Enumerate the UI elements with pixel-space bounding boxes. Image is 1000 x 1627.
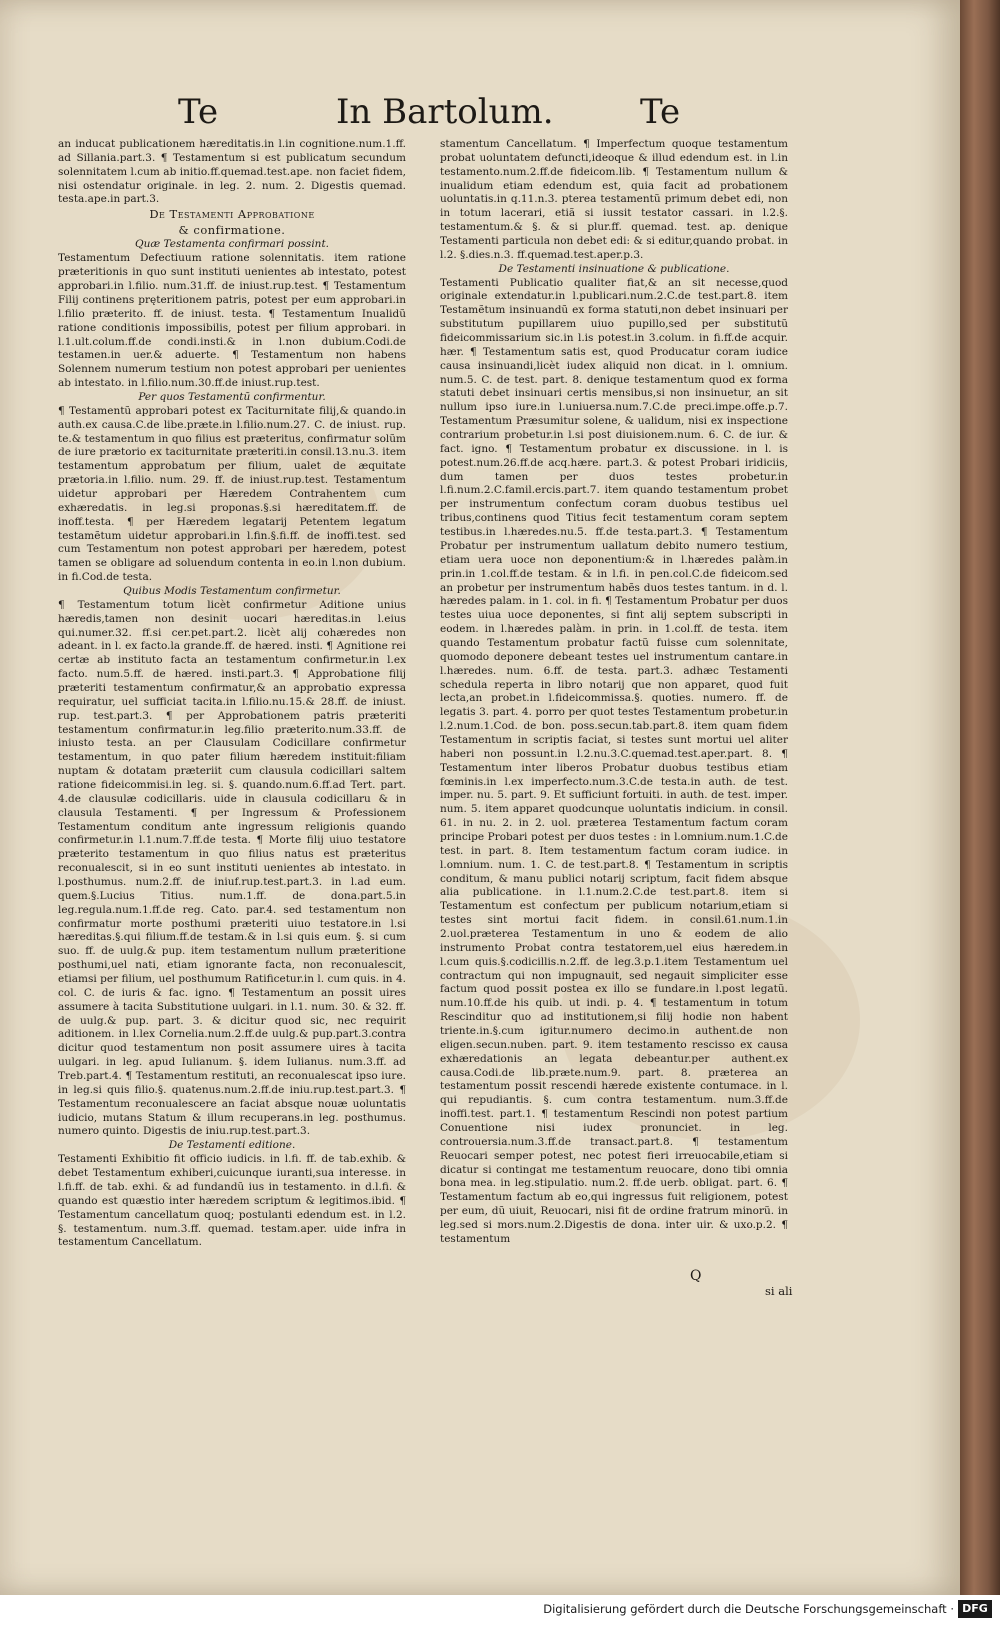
dfg-logo: DFG — [958, 1600, 992, 1618]
section-subheading: De Testamenti editione. — [168, 1139, 296, 1152]
paragraph: stamentum Cancellatum. ¶ Imperfectum quoque testamentum probat uoluntatem defuncti,ideoque & illud edendum est. in l.in testamento.num.2.ff.de fideicom.lib. ¶ Testamentum nullum & inualidum etiam edendum est, quia facit ad probationem uoluntatis.in q.11.n.3. pterea testamentũ primum debet edi, non in totum lacerari, etiã si iussit testator cassari. in l.2.§. testamentum.& §. & si plur.ff. quemad. test. ap. denique Testamenti particula non debet edi: & si editur,quando probat. in l.2. §.dies.n.3. ff.quemad.test.aper.p.3. — [440, 138, 788, 261]
paragraph: Testamentum Defectiuum ratione solennitatis. item ratione præteritionis in quo sunt instituti uenientes ab intestato, potest approbari.in l.filio. num.31.ff. de iniust.rup.test. ¶ Testamentum Filij continens pręteritionem patris, potest per eum approbari.in l.filio præterito. ff. de iniust. testa. ¶ Testamentum Inualidũ ratione conditionis impossibilis, potest per filium approbari. in l.1.ult.colum.ff.de condi.insti.& in l.non dubium.Codi.de testamen.in uer.& aduerte. ¶ Testamentum non habens Solennem numerum testium non potest approbari per uenientes ab intestato. in l.filio.num.30.ff.de iniust.rup.test. — [58, 252, 406, 390]
section-heading: De Testamenti Approbatione — [149, 207, 315, 222]
digitization-footer — [0, 1595, 1000, 1627]
paragraph: Testamenti Exhibitio fit officio iudicis. in l.fi. ff. de tab.exhib. & debet Testamentum exhiberi,cuicunque iuranti,sua interesse. in l.fi.ff. de tab. exhi. & ad fundandũ ius in testamento. in d.l.fi. & quando est quæstio inter hæredem scriptum & legitimos.ibid. ¶ Testamentum cancellatum quoq; postulanti edendum est. in l.2. §. testamentum. num.3.ff. quemad. testam.aper. uide infra in testamentum Cancellatum. — [58, 1153, 406, 1249]
footer-text: Digitalisierung gefördert durch die Deutsche Forschungsgemeinschaft · — [543, 1602, 954, 1616]
signature-mark: Q — [690, 1268, 702, 1284]
left-text-column — [58, 138, 406, 1250]
paragraph: Testamenti Publicatio qualiter fiat,& an sit necesse,quod originale extendatur.in l.publicari.num.2.C.de test.part.8. item Testamẽtum insinuandũ ex forma statuti,non debet insinuari per substitutum pupillarem uiuo pupillo,sed per substitutũ fideicommissarium sic.in l.is potest.in 3.colum. in fi.ff.de acquir. hær. ¶ Testamentum satis est, quod Producatur coram iudice causa insinuandi,licèt iudex aliquid non dicat. in l. omnium. num.5. C. de test. part. 8. denique testamentum quod ex forma statuti debet insinuari certis mensibus,si non insinuetur, an sit nullum ipso iure.in l.uniuersa.num.7.C.de preci.impe.offe.p.7. Testamentum Præsumitur solene, & ualidum, nisi ex inspectione contrarium probetur.in l.si post diuisionem.num. 6. C. de iur. & fact. igno. ¶ Testamentum probatur ex discussione. in l. is potest.num.26.ff.de acq.hære. part.3. & potest Probari iridiciis, dum tamen per duos testes probetur.in l.fi.num.2.C.famil.ercis.part.7. item quando testamentum probet per instrumentum confectum coram duobus testibus uel tribus,continens quod Titius fecit testamentum coram septem testibus.in l.hæredes.nu.5. ff.de testa.part.3. ¶ Testamentum Probatur per instrumentum uallatum debito numero testium, etiam uera uoce non deponentium:& in l.hæredes palàm.in prin.in 1.col.ff.de testam. & in l.fi. in pen.col.C.de fideicom.sed an probetur per instrumentum habẽs duos testes tantum. in d. l. hæredes palam. in 1. col. in fi. ¶ Testamentum Probatur per duos testes uiua uoce deponentes, si fint alij septem subscripti in eodem. in l.hæredes palàm. in prin. in 1.col.ff. de testa. item quando Testamentum probatur factũ fuisse cum solennitate, quomodo deponere debeant testes uel instrumentum cantare.in l.hæredes. num. 6.ff. de testa. part.3. adhæc Testamenti schedula reperta in libro notarij que non apparet, quod fuit lecta,an probet.in l.fideicommissa.§. quoties. numero. ff. de legatis 3. part. 4. porro per quot testes Testamentum probetur.in l.2.num.1.Cod. de bon. poss.secun.tab.part.8. item quam fidem Testamentum in scriptis faciat, si testes sunt mortui uel aliter haberi non possunt.in l.2.nu.3.C.quemad.test.aper.part. 8. ¶ Testamentum inter liberos Probatur duobus testibus etiam fœminis.in l.ex imperfecto.num.3.C.de testa.in auth. de test. imper. nu. 5. part. 9. Et sufficiunt fortuiti. in auth. de test. imper. num. 5. item apparet quodcunque uoluntatis indicium. in consil. 61. in nu. 2. in 2. uol. præterea Testamentum factum coram principe Probari potest per duos testes : in l.omnium.num.1.C.de test. in part. 8. Item testamentum factum coram iudice. in l.omnium. num. 1. C. de test.part.8. ¶ Testamentum in scriptis conditum, & manu publici notarij scriptum, facit fidem absque alia publicatione. in l.1.num.2.C.de test.part.8. item si Testamentum est confectum per publicum notarium,etiam si testes sint mortui facit fidem. in consil.61.num.1.in 2.uol.præterea Testamentum in uno & eodem de alio instrumento Probat contra testatorem,uel eius hæredem.in l.cum quis.§.codicillis.n.2.ff. de leg.3.p.1.item Testamentum uel contractum qui non impugnauit, sed negauit simpliciter esse factum quod possit postea ex illo se fundare.in l.post legatũ. num.10.ff.de his quib. ut indi. p. 4. ¶ testamentum in totum Rescinditur quo ad institutionem,si filij hodie non habent triente.in.§.cum igitur.numero decimo.in authent.de non eligen.secun.nuben. part. 9. item testamento rescisso ex causa exhæredationis an legata debeantur.per authent.ex causa.Codi.de lib.præte.num.9. part. 8. præterea an testamentum possit rescendi hærede existente contumace. in l. qui repudiantis. §. cum contra testamentum. num.3.ff.de inoffi.test. part.1. ¶ testamentum Rescindi non potest partium Conuentione nisi iudex pronunciet. in leg. controuersia.num.3.ff.de transact.part.8. ¶ testamentum Reuocari semper potest, nec potest fieri irreuocabile,etiam si dicatur si contingat me testamentum reuocare, dono tibi omnia bona mea. in leg.stipulatio. num.2. ff.de uerb. obligat. part. 6. ¶ Testamentum factum ab eo,qui ingressus fuit religionem, potest per eum, dũ uiuit, Reuocari, nisi fit de ordine fratrum minorũ. in leg.sed si mors.num.2.Digestis de dona. inter uir. & uxo.p.2. ¶ testamentum — [440, 276, 788, 1245]
running-head-title: In Bartolum. — [336, 92, 554, 132]
right-text-column — [440, 138, 788, 1247]
section-subheading: De Testamenti insinuatione & publicatione. — [498, 262, 730, 275]
running-head-right: Te — [640, 92, 681, 132]
paragraph: an inducat publicationem hæreditatis.in l.in cognitione.num.1.ff. ad Sillania.part.3. ¶ Testamentum si est publicatum secundum solennitatem l.cum ab initio.ff.quemad.test.ape. non faciet fidem, nisi ostendatur originale. in leg. 2. num. 2. Digestis quemad. testa.ape.in part.3. — [58, 138, 406, 206]
running-head — [0, 92, 960, 136]
catchword: si ali — [765, 1284, 793, 1298]
section-subheading: Quibus Modis Testamentum confirmetur. — [123, 584, 341, 597]
paragraph: ¶ Testamentum totum licèt confirmetur Aditione unius hæredis,tamen non desinit uocari hæreditas.in l.eius qui.numer.32. ff.si cer.pet.part.2. licèt alij cohæredes non adeant. in l. ex facto.la grande.ff. de hæred. insti. ¶ Agnitione rei certæ ab instituto facta an testamentum confirmetur.in l.ex facto. num.5.ff. de hæred. insti.part.3. ¶ Approbatione filij præteriti testamentum confirmatur,& an approbatio expressa requiratur, uel sufficiat tacita.in l.filio.nu.15.& 28.ff. de iniust. rup. test.part.3. ¶ per Approbationem patris præteriti testamentum confirmatur.in leg.filio præterito.num.33.ff. de iniusto testa. an per Clausulam Codicillare confirmetur testamentum, in quo pater filium hæredem instituit:filiam nuptam & dotatam præteriit cum clausula codicillari saltem ratione fideicommisi.in leg. si. §. quando.num.6.ff.ad Tert. part. 4.de clausulæ codicillaris. uide in clausula codicillaru & in clausula Testamenti. ¶ per Ingressum & Professionem Testamentum conditum ante ingressum religionis quando confirmetur.in l.1.num.7.ff.de testa. ¶ Morte filij uiuo testatore præterito testamentum in quo filius natus est præteritus reconualescit, si in eo sunt instituti uenientes ab intestato. in l.posthumus. num.2.ff. de iniuf.rup.test.part.3. in l.ad eum. quem.§.Lucius Titius. num.1.ff. de dona.part.5.in leg.regula.num.1.ff.de reg. Cato. par.4. sed testamentum non confirmatur morte posthumi præteriti uiuo testatore.in l.si hæreditas.§.qui filium.ff.de testam.& in l.si quis eum. §. si cum suo. ff. de uulg.& pup. item testamentum nullum præteritione posthumi,uel nati, etiam ignorante facta, non reconualescit, etiamsi per filium, uel posthumum Ratificetur.in l. cum quis. in 4. col. C. de iuris & fac. igno. ¶ Testamentum an possit uires assumere à tacita Substitutione uulgari. in l.1. num. 30. & 32. ff. de uulg.& pup. part. 3. & dicitur quod sic, nec requirit aditionem. in l.lex Cornelia.num.2.ff.de uulg.& pup.part.3.contra dicitur quod testamentum non posit assumere uires à tacita uulgari. in leg. apud Iulianum. §. idem Iulianus. num.3.ff. ad Treb.part.4. ¶ Testamentum restituti, an reconualescat ipso iure. in leg.si quis filio.§. quatenus.num.2.ff.de iniu.rup.test.part.3. ¶ Testamentum reconualescere an faciat absque nouæ uoluntatis iudicio, mutans Statum & illum recuperans.in leg. posthumus. numero quinto. Digestis de iniu.rup.test.part.3. — [58, 598, 406, 1138]
running-head-left: Te — [178, 92, 219, 132]
paragraph: ¶ Testamentũ approbari potest ex Taciturnitate filij,& quando.in auth.ex causa.C.de libe.præte.in l.filio.num.27. C. de iniust. rup. te.& testamentum in quo filius est præteritus, confirmatur solũm de iure prætorio ex taciturnitate præteriti.in consil.13.nu.3. item testamentum approbatum per filium, ualet de æquitate prætoria.in l.filio. num. 29. ff. de iniust.rup.test. Testamentum uidetur approbari per Hæredem Contrahentem cum exhæredatis. in leg.si proponas.§.si hæreditatem.ff. de inoff.testa. ¶ per Hæredem legatarij Petentem legatum testamẽtum uidetur approbari.in l.fin.§.fi.ff. de inoffi.test. sed cum Testamentum non potest approbari per hæredem, potest tamen se obligare ad soluendum contenta in eo.in l.non dubium. in fi.Cod.de testa. — [58, 404, 406, 584]
page-edge — [960, 0, 1000, 1595]
section-subheading: Quæ Testamenta confirmari possint. — [134, 238, 329, 251]
section-subheading: & confirmatione. — [178, 222, 286, 237]
section-subheading: Per quos Testamentũ confirmentur. — [138, 390, 326, 403]
